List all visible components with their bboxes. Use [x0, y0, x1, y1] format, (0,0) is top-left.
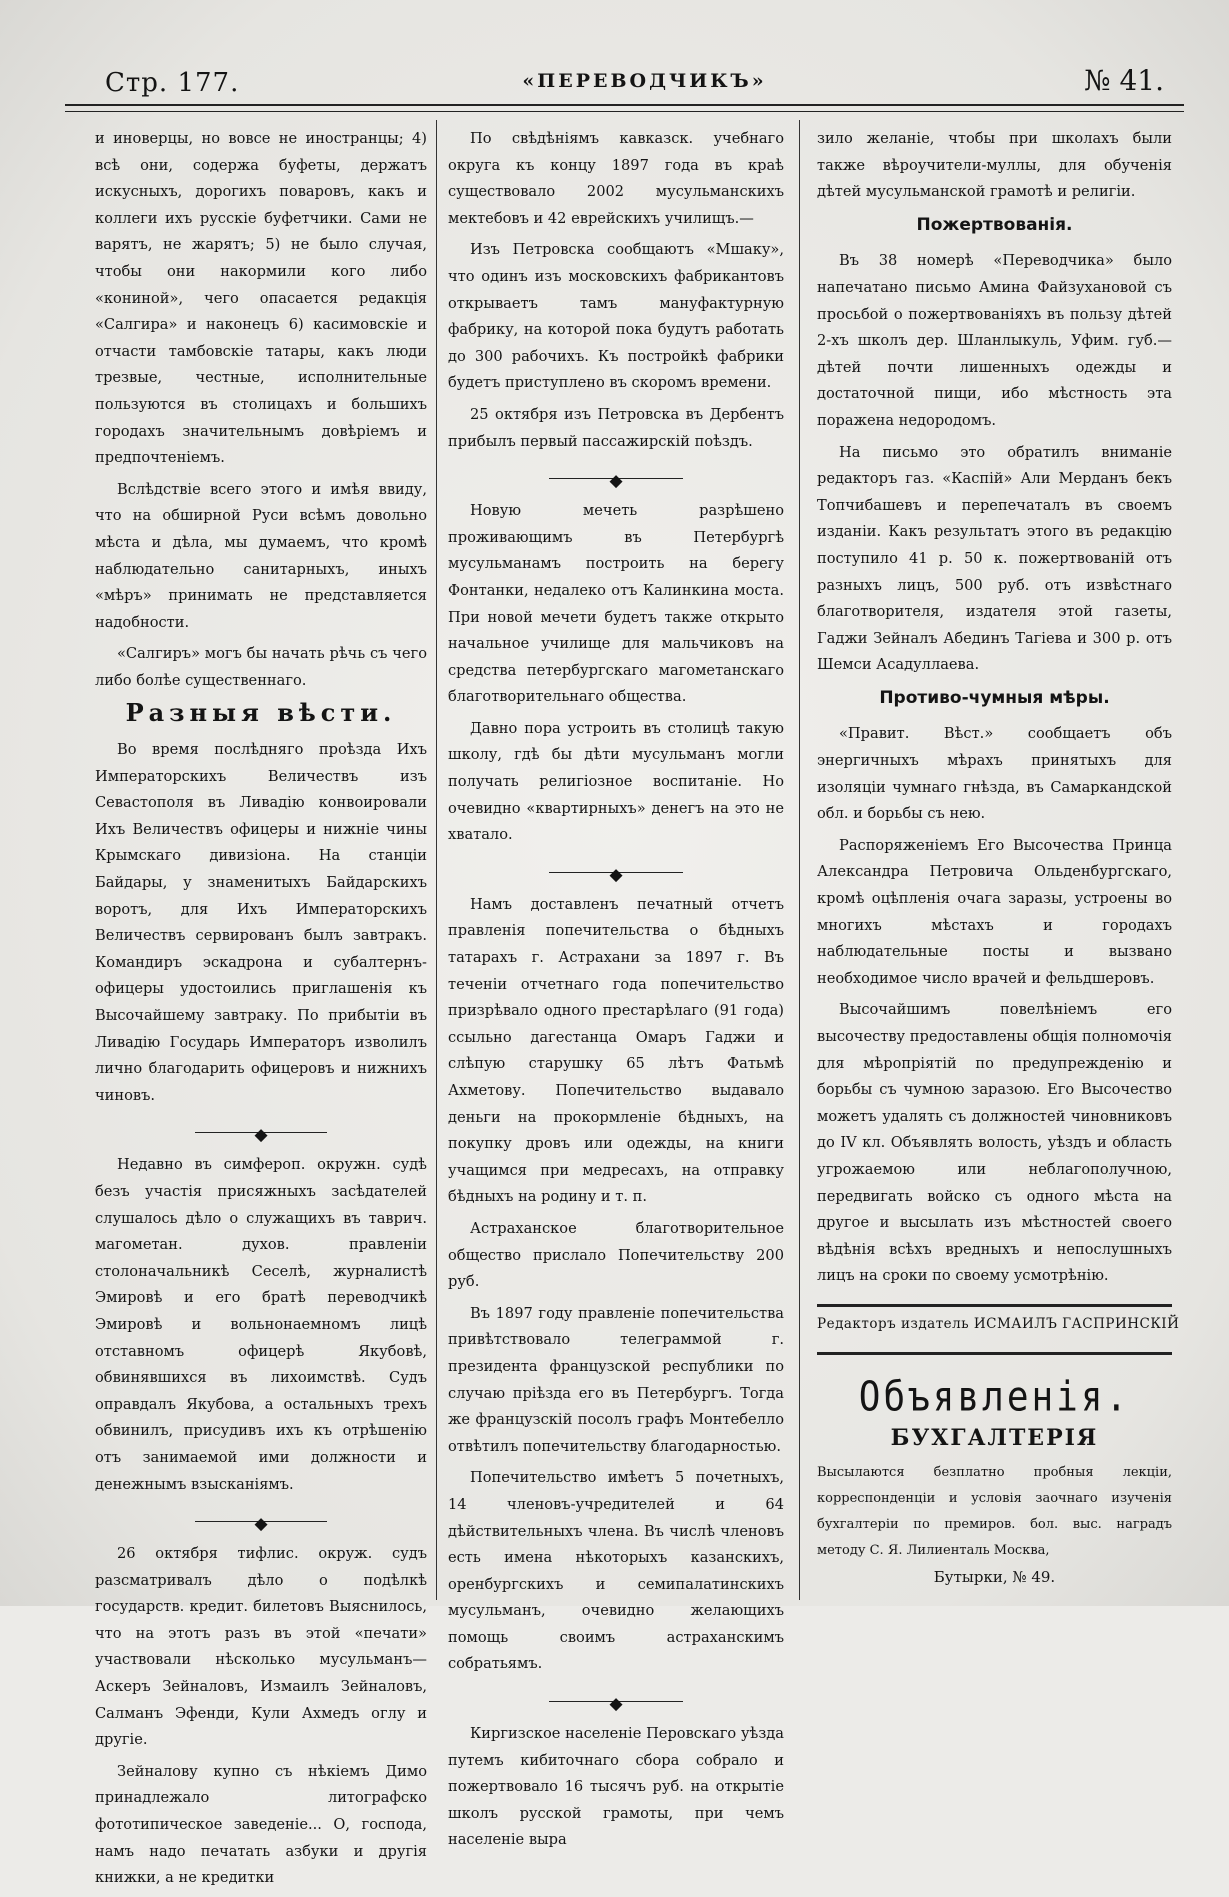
article-paragraph: Распоряженіемъ Его Высочества Принца Александра Петровича Ольденбургскаго, кромѣ оцѣпленія очага заразы, устроены во многихъ мѣстахъ и городахъ наблюдательные посты и вызвано необходимое число врачей и фельдшеровъ. [817, 836, 1172, 987]
ornament-separator [448, 460, 784, 498]
ornament-separator [95, 1503, 427, 1541]
article-paragraph: Въ 38 номерѣ «Переводчика» было напечатано письмо Амина Файзухановой съ просьбой о пожертвованіяхъ въ пользу дѣтей 2-хъ школъ дер. Шланлыкуль, Уфим. губ.—дѣтей почти лишенныхъ одежды и достаточной пищи, ибо мѣстность эта поражена недородомъ. [817, 252, 1172, 429]
page-header [105, 62, 1184, 102]
section-heading: Противо-чумныя мѣры. [879, 687, 1110, 708]
article-paragraph: Киргизское населеніе Перовскаго уѣзда путемъ кибиточнаго сбора собрало и пожертвовало 16 тысячъ руб. на открытіе школъ русской грамоты, при чемъ населеніе выра [448, 1725, 784, 1849]
article-paragraph: «Салгиръ» могъ бы начать рѣчь съ чего либо болѣе существеннаго. [95, 645, 427, 689]
column-1 [95, 126, 427, 1897]
article-paragraph: Во время послѣдняго проѣзда Ихъ Императорскихъ Величествъ изъ Севастополя въ Ливадію конвоировали Ихъ Величествъ офицеры и нижніе чины Крымскаго дивизіона. На станціи Байдары, у знаменитыхъ Байдарскихъ воротъ, для Ихъ Императорскихъ Величествъ сервированъ былъ завтракъ. Командиръ эскадрона и субалтернъ-офицеры удостоились приглашенія къ Высочайшему завтраку. По прибытіи въ Ливадію Государь Императоръ изволилъ лично благодарить офицеровъ и нижнихъ чиновъ. [95, 741, 427, 1104]
article-paragraph: «Правит. Вѣст.» сообщаетъ объ энергичныхъ мѣрахъ принятыхъ для изоляціи чумнаго гнѣзда, въ Самаркандской обл. и борьбы съ нею. [817, 725, 1172, 823]
article-paragraph: 25 октября изъ Петровска въ Дербентъ прибылъ первый пассажирскій поѣздъ. [448, 405, 784, 450]
ornament-separator [95, 1114, 427, 1152]
advertisements-heading: Объявленія. [858, 1373, 1131, 1421]
article-paragraph: Намъ доставленъ печатный отчетъ правленія попечительства о бѣдныхъ татарахъ г. Астрахани за 1897 г. Въ теченіи отчетнаго года попечительство призрѣвало одного престарѣлаго (91 года) ссыльно дагестанца Омаръ Гаджи и слѣпую старушку 65 лѣтъ Фатьмѣ Ахметову. Попечительство выдавало деньги на прокормленіе бѣдныхъ, на покупку дровъ или одежды, на книги учащимся при медресахъ, на отправку бѣдныхъ на родину и т. п. [448, 895, 784, 1206]
header-divider [65, 104, 1184, 112]
column-divider [436, 120, 437, 1600]
article-paragraph: Высочайшимъ повелѣніемъ его высочеству предоставлены общія полномочія для мѣропріятій по предупрежденію и борьбы съ чумною заразою. Его Высочество можетъ удалять съ должностей чиновниковъ до IV кл. Объявлять волость, уѣздъ и область угрожаемою или неблагополучною, передвигать войско съ одного мѣста на другое и высылать изъ мѣстностей своего вѣдѣнія всѣхъ вредныхъ и непослушныхъ лицъ на сроки по своему усмотрѣнію. [817, 1001, 1172, 1285]
diamond-ornament-icon: ◆ [254, 1514, 268, 1535]
issue-number: № 41. [1084, 64, 1164, 97]
article-paragraph: Давно пора устроить въ столицѣ такую школу, гдѣ бы дѣти мусульманъ могли получать религіозное воспитаніе. Но очевидно «квартирныхъ» денегъ на это не хватало. [448, 719, 784, 844]
page-number: Стр. 177. [105, 68, 240, 98]
diamond-ornament-icon: ◆ [609, 1694, 623, 1715]
article-paragraph: Новую мечеть разрѣшено проживающимъ въ Петербургѣ мусульманамъ построить на берегу Фонтанки, недалеко отъ Калинкина моста. При новой мечети будетъ также открыто начальное училище для мальчиковъ на средства петербургскаго магометанскаго благотворительнаго общества. [448, 502, 784, 706]
ad-address: Бутырки, № 49. [933, 1567, 1056, 1586]
article-paragraph: и иноверцы, но вовсе не иностранцы; 4) всѣ они, содержа буфеты, держатъ искусныхъ, дорогихъ поваровъ, какъ и коллеги ихъ русскіе буфетчики. Сами не варятъ, не жарятъ; 5) не было случая, чтобы они накормили кого либо «кониной», чего опасается редакція «Салгира» и наконецъ 6) касимовскіе и отчасти тамбовскіе татары, какъ люди трезвые, честные, исполнительные пользуются въ столицахъ и большихъ городахъ значительнымъ довѣріемъ и предпочтеніемъ. [95, 130, 427, 467]
article-paragraph: Попечительство имѣетъ 5 почетныхъ, 14 членовъ-учредителей и 64 дѣйствительныхъ члена. Въ числѣ членовъ есть имена нѣкоторыхъ казанскихъ, оренбургскихъ и семипалатинскихъ мусульманъ, очевидно желающихъ помощь своимъ астраханскимъ собратьямъ. [448, 1469, 784, 1673]
ad-text: Высылаются безплатно пробныя лекціи, корреспонденціи и условія заочнаго изученія бухгалтеріи по премиров. бол. выс. наградъ методу С. Я. Лилиенталь Москва, [817, 1464, 1172, 1558]
article-paragraph: На письмо это обратилъ вниманіе редакторъ газ. «Каспій» Али Мерданъ бекъ Топчибашевъ и перепечаталъ въ своемъ изданіи. Какъ результатъ этого въ редакцію поступило 41 р. 50 к. пожертвованій отъ разныхъ лицъ, 500 руб. отъ извѣстнаго благотворителя, издателя этой газеты, Гаджи Зейналъ Абединъ Тагіева и 300 р. отъ Шемси Асадуллаева. [817, 443, 1172, 674]
article-paragraph: Астраханское благотворительное общество прислало Попечительству 200 руб. [448, 1219, 784, 1291]
section-heading: Разныя вѣсти. [125, 698, 397, 728]
newspaper-title: «ПЕРЕВОДЧИКЪ» [522, 70, 767, 92]
article-paragraph: 26 октября тифлис. окруж. судъ разсматривалъ дѣло о подѣлкѣ государств. кредит. билетовъ Выяснилось, что на этотъ разъ въ этой «печати» участвовали нѣсколько мусульманъ—Аскеръ Зейналовъ, Измаилъ Зейналовъ, Салманъ Эфенди, Кули Ахмедъ оглу и другіе. [95, 1545, 427, 1749]
diamond-ornament-icon: ◆ [609, 471, 623, 492]
editor-credit: Редакторъ издатель ИСМАИЛЪ ГАСПРИНСКІЙ [817, 1315, 1180, 1332]
article-paragraph: Изъ Петровска сообщаютъ «Мшаку», что одинъ изъ московскихъ фабрикантовъ открываетъ тамъ мануфактурную фабрику, на которой пока будутъ работать до 300 рабочихъ. Къ постройкѣ фабрики будетъ приступлено въ скоромъ времени. [448, 241, 784, 392]
ad-heading: БУХГАЛТЕРІЯ [890, 1425, 1099, 1452]
column-3 [817, 126, 1180, 1590]
article-paragraph: По свѣдѣніямъ кавказск. учебнаго округа къ концу 1897 года въ краѣ существовало 2002 мусульманскихъ мектебовъ и 42 еврейскихъ училищъ.— [448, 130, 784, 227]
diamond-ornament-icon: ◆ [609, 864, 623, 885]
diamond-ornament-icon: ◆ [254, 1125, 268, 1146]
column-2 [448, 126, 784, 1859]
article-paragraph: Недавно въ симфероп. окружн. судѣ безъ участія присяжныхъ засѣдателей слушалось дѣло о служащихъ въ таврич. магометан. духов. правленіи столоначальникѣ Сеселѣ, журналистѣ Эмировѣ и его братѣ переводчикѣ Эмировѣ и вольнонаемномъ лицѣ отставномъ офицерѣ Якубовѣ, обвинявшихся въ лихоимствѣ. Судъ оправдалъ Якубова, а остальныхъ трехъ обвинилъ, присудивъ ихъ къ отрѣшенію отъ занимаемой ими должности и денежнымъ взысканіямъ. [95, 1156, 427, 1493]
divider [817, 1304, 1172, 1307]
article-paragraph: Зейналову купно съ нѣкіемъ Димо принадлежало литографско фототипическое заведеніе... О, господа, намъ надо печатать азбуки и другія книжки, а не кредитки [95, 1762, 427, 1887]
article-paragraph: Въ 1897 году правленіе попечительства привѣтствовало телеграммой г. президента французской республики по случаю пріѣзда его въ Петербургъ. Тогда же французскій посолъ графъ Монтебелло отвѣтилъ попечительству благодарностью. [448, 1304, 784, 1455]
section-heading: Пожертвованія. [916, 214, 1073, 235]
article-paragraph: зило желаніе, чтобы при школахъ были также вѣроучители-муллы, для обученія дѣтей мусульманской грамотѣ и религіи. [817, 130, 1172, 201]
article-paragraph: Вслѣдствіе всего этого и имѣя ввиду, что на обширной Руси всѣмъ довольно мѣста и дѣла, мы думаемъ, что кромѣ наблюдательно санитарныхъ, иныхъ «мѣръ» принимать не представляется надобности. [95, 480, 427, 631]
divider [817, 1352, 1172, 1355]
column-divider [799, 120, 800, 1600]
ornament-separator [448, 854, 784, 892]
ornament-separator [448, 1683, 784, 1721]
